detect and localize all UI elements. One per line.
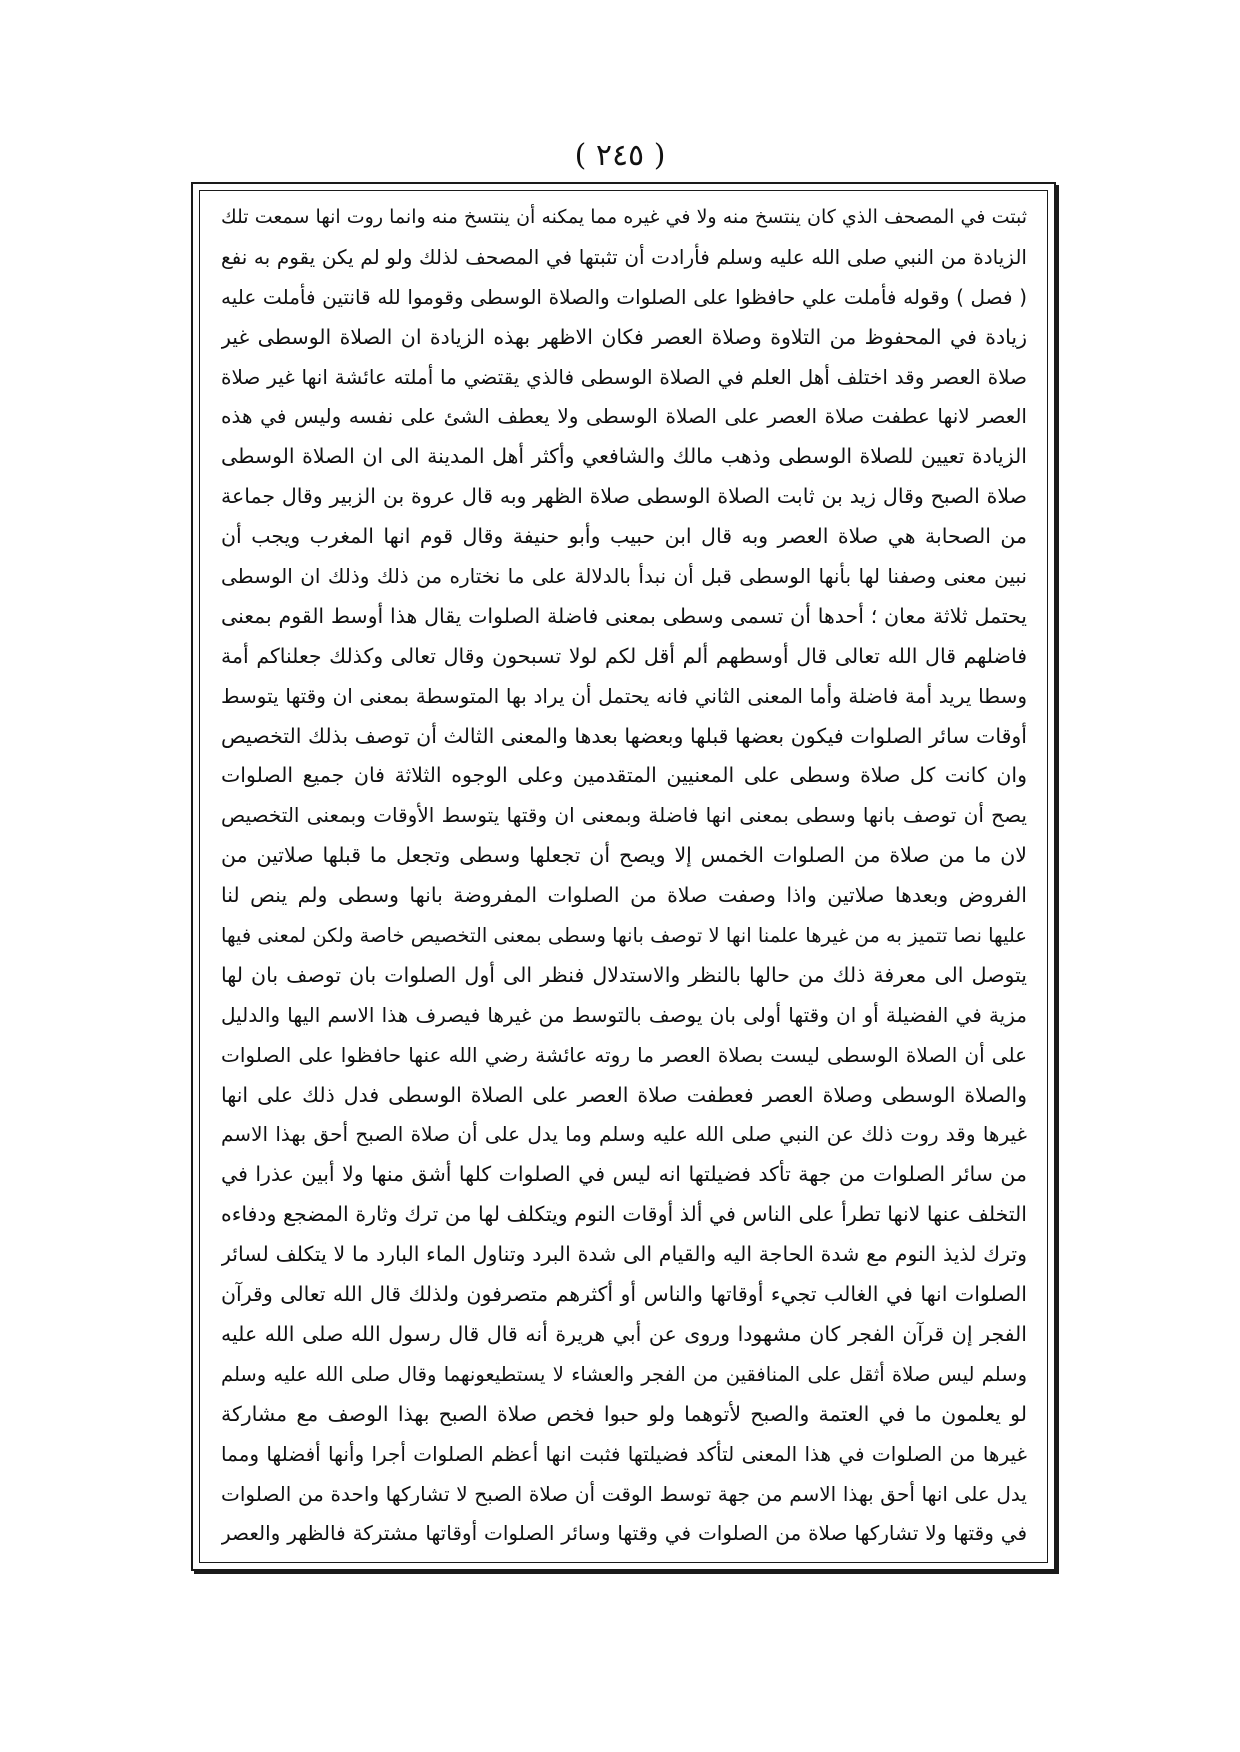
- text-line: التخلف عنها لانها تطرأ على الناس في ألذ أوقات النوم ويتكلف لها من ترك وثارة المضجع ودفاءه: [221, 1202, 1027, 1227]
- text-line: والصلاة الوسطى وصلاة العصر فعطفت صلاة العصر على الصلاة الوسطى فدل ذلك على انها: [221, 1082, 1027, 1107]
- text-line: ثبتت في المصحف الذي كان ينتسخ منه ولا في غيره مما يمكنه أن ينتسخ منه وانما روت انها سمعت تلك: [221, 206, 1027, 228]
- main-text-block: [221, 198, 1027, 1558]
- text-line: فاضلهم قال الله تعالى قال أوسطهم ألم أقل لكم لولا تسبحون وقال تعالى وكذلك جعلناكم أمة: [221, 643, 1027, 668]
- text-line: على أن الصلاة الوسطى ليست بصلاة العصر ما روته عائشة رضي الله عنها حافظوا على الصلوات: [221, 1042, 1027, 1067]
- text-line: ( فصل ) وقوله فأملت علي حافظوا على الصلوات والصلاة الوسطى وقوموا لله قانتين فأملت عليه: [221, 284, 1027, 309]
- text-line: من سائر الصلوات من جهة تأكد فضيلتها انه ليس في الصلوات كلها أشق منها ولا أبين عذرا في: [221, 1162, 1027, 1187]
- text-line: زيادة في المحفوظ من التلاوة وصلاة العصر فكان الاظهر بهذه الزيادة ان الصلاة الوسطى غير: [221, 324, 1027, 349]
- text-line: وترك لذيذ النوم مع شدة الحاجة اليه والقيام الى شدة البرد وتناول الماء البارد ما لا يتكلف لسائر: [221, 1242, 1027, 1267]
- text-line: مزية في الفضيلة أو ان وقتها أولى بان يوصف بالتوسط من غيرها فيصرف هذا الاسم اليها والدليل: [221, 1002, 1027, 1027]
- text-line: يحتمل ثلاثة معان ؛ أحدها أن تسمى وسطى بمعنى فاضلة الصلوات يقال هذا أوسط القوم بمعنى: [221, 603, 1027, 628]
- text-line: يصح أن توصف بانها وسطى بمعنى انها فاضلة وبمعنى ان وقتها يتوسط الأوقات وبمعنى التخصيص: [221, 803, 1027, 828]
- text-line: العصر لانها عطفت صلاة العصر على الصلاة الوسطى ولا يعطف الشئ على نفسه وليس في هذه: [221, 404, 1027, 429]
- text-line: وسلم ليس صلاة أثقل على المنافقين من الفجر والعشاء لا يستطيعونهما وقال صلى الله عليه وسلم: [221, 1362, 1027, 1386]
- text-line: غيرها وقد روت ذلك عن النبي صلى الله عليه وسلم وما يدل على أن صلاة الصبح أحق بهذا الاسم: [221, 1122, 1027, 1147]
- text-line: الزيادة تعيين للصلاة الوسطى وذهب مالك والشافعي وأكثر أهل المدينة الى ان الصلاة الوسطى: [221, 444, 1027, 469]
- text-line: الفروض وبعدها صلاتين واذا وصفت صلاة من الصلوات المفروضة بانها وسطى ولم ينص لنا: [221, 883, 1027, 908]
- text-line: يتوصل الى معرفة ذلك من حالها بالنظر والاستدلال فنظر الى أول الصلوات بان توصف بان لها: [221, 962, 1027, 987]
- text-line: يدل على انها أحق بهذا الاسم من جهة توسط الوقت أن صلاة الصبح لا تشاركها واحدة من الصلوات: [221, 1481, 1027, 1506]
- page-number: ( ٢٤٥ ): [574, 138, 666, 173]
- text-line: لان ما من صلاة من الصلوات الخمس إلا ويصح أن تجعلها وسطى وتجعل ما قبلها صلاتين من: [221, 843, 1027, 868]
- text-line: أوقات سائر الصلوات فيكون بعضها قبلها وبعضها بعدها والمعنى الثالث أن توصف بذلك التخصيص: [221, 723, 1027, 748]
- text-line: الصلوات انها في الغالب تجيء أوقاتها والناس أو أكثرهم متصرفون ولذلك قال الله تعالى وقرآن: [221, 1282, 1027, 1307]
- text-line: صلاة الصبح وقال زيد بن ثابت الصلاة الوسطى صلاة الظهر وبه قال عروة بن الزبير وقال جماعة: [221, 484, 1027, 509]
- text-line: نبين معنى وصفنا لها بأنها الوسطى قبل أن نبدأ بالدلالة على ما نختاره من ذلك وذلك ان الوسطى: [221, 564, 1027, 589]
- text-line: وسطا يريد أمة فاضلة وأما المعنى الثاني فانه يحتمل أن يراد بها المتوسطة بمعنى ان وقتها يتوسط: [221, 683, 1027, 708]
- text-line: صلاة العصر وقد اختلف أهل العلم في الصلاة الوسطى فالذي يقتضي ما أملته عائشة انها غير صلاة: [221, 364, 1027, 389]
- text-line: عليها نصا تتميز به من غيرها علمنا انها لا توصف بانها وسطى بمعنى التخصيص خاصة ولكن لمعنى فيها: [221, 924, 1027, 948]
- text-line: من الصحابة هي صلاة العصر وبه قال ابن حبيب وأبو حنيفة وقال قوم انها المغرب ويجب أن: [221, 524, 1027, 549]
- text-line: الفجر إن قرآن الفجر كان مشهودا وروى عن أبي هريرة أنه قال قال رسول الله صلى الله عليه: [221, 1321, 1027, 1346]
- text-line: غيرها من الصلوات في هذا المعنى لتأكد فضيلتها فثبت انها أعظم الصلوات أجرا وأنها أفضلها ومما: [221, 1441, 1027, 1466]
- text-line: وان كانت كل صلاة وسطى على المعنيين المتقدمين وعلى الوجوه الثلاثة فان جميع الصلوات: [221, 763, 1027, 788]
- text-line: في وقتها ولا تشاركها صلاة من الصلوات في وقتها وسائر الصلوات أوقاتها مشتركة فالظهر والعصر: [221, 1521, 1027, 1546]
- text-line: الزيادة من النبي صلى الله عليه وسلم فأرادت أن تثبتها في المصحف لذلك ولو لم يكن يقوم به نفع: [221, 244, 1027, 269]
- text-line: لو يعلمون ما في العتمة والصبح لأتوهما ولو حبوا فخص صلاة الصبح بهذا الوصف مع مشاركة: [221, 1401, 1027, 1426]
